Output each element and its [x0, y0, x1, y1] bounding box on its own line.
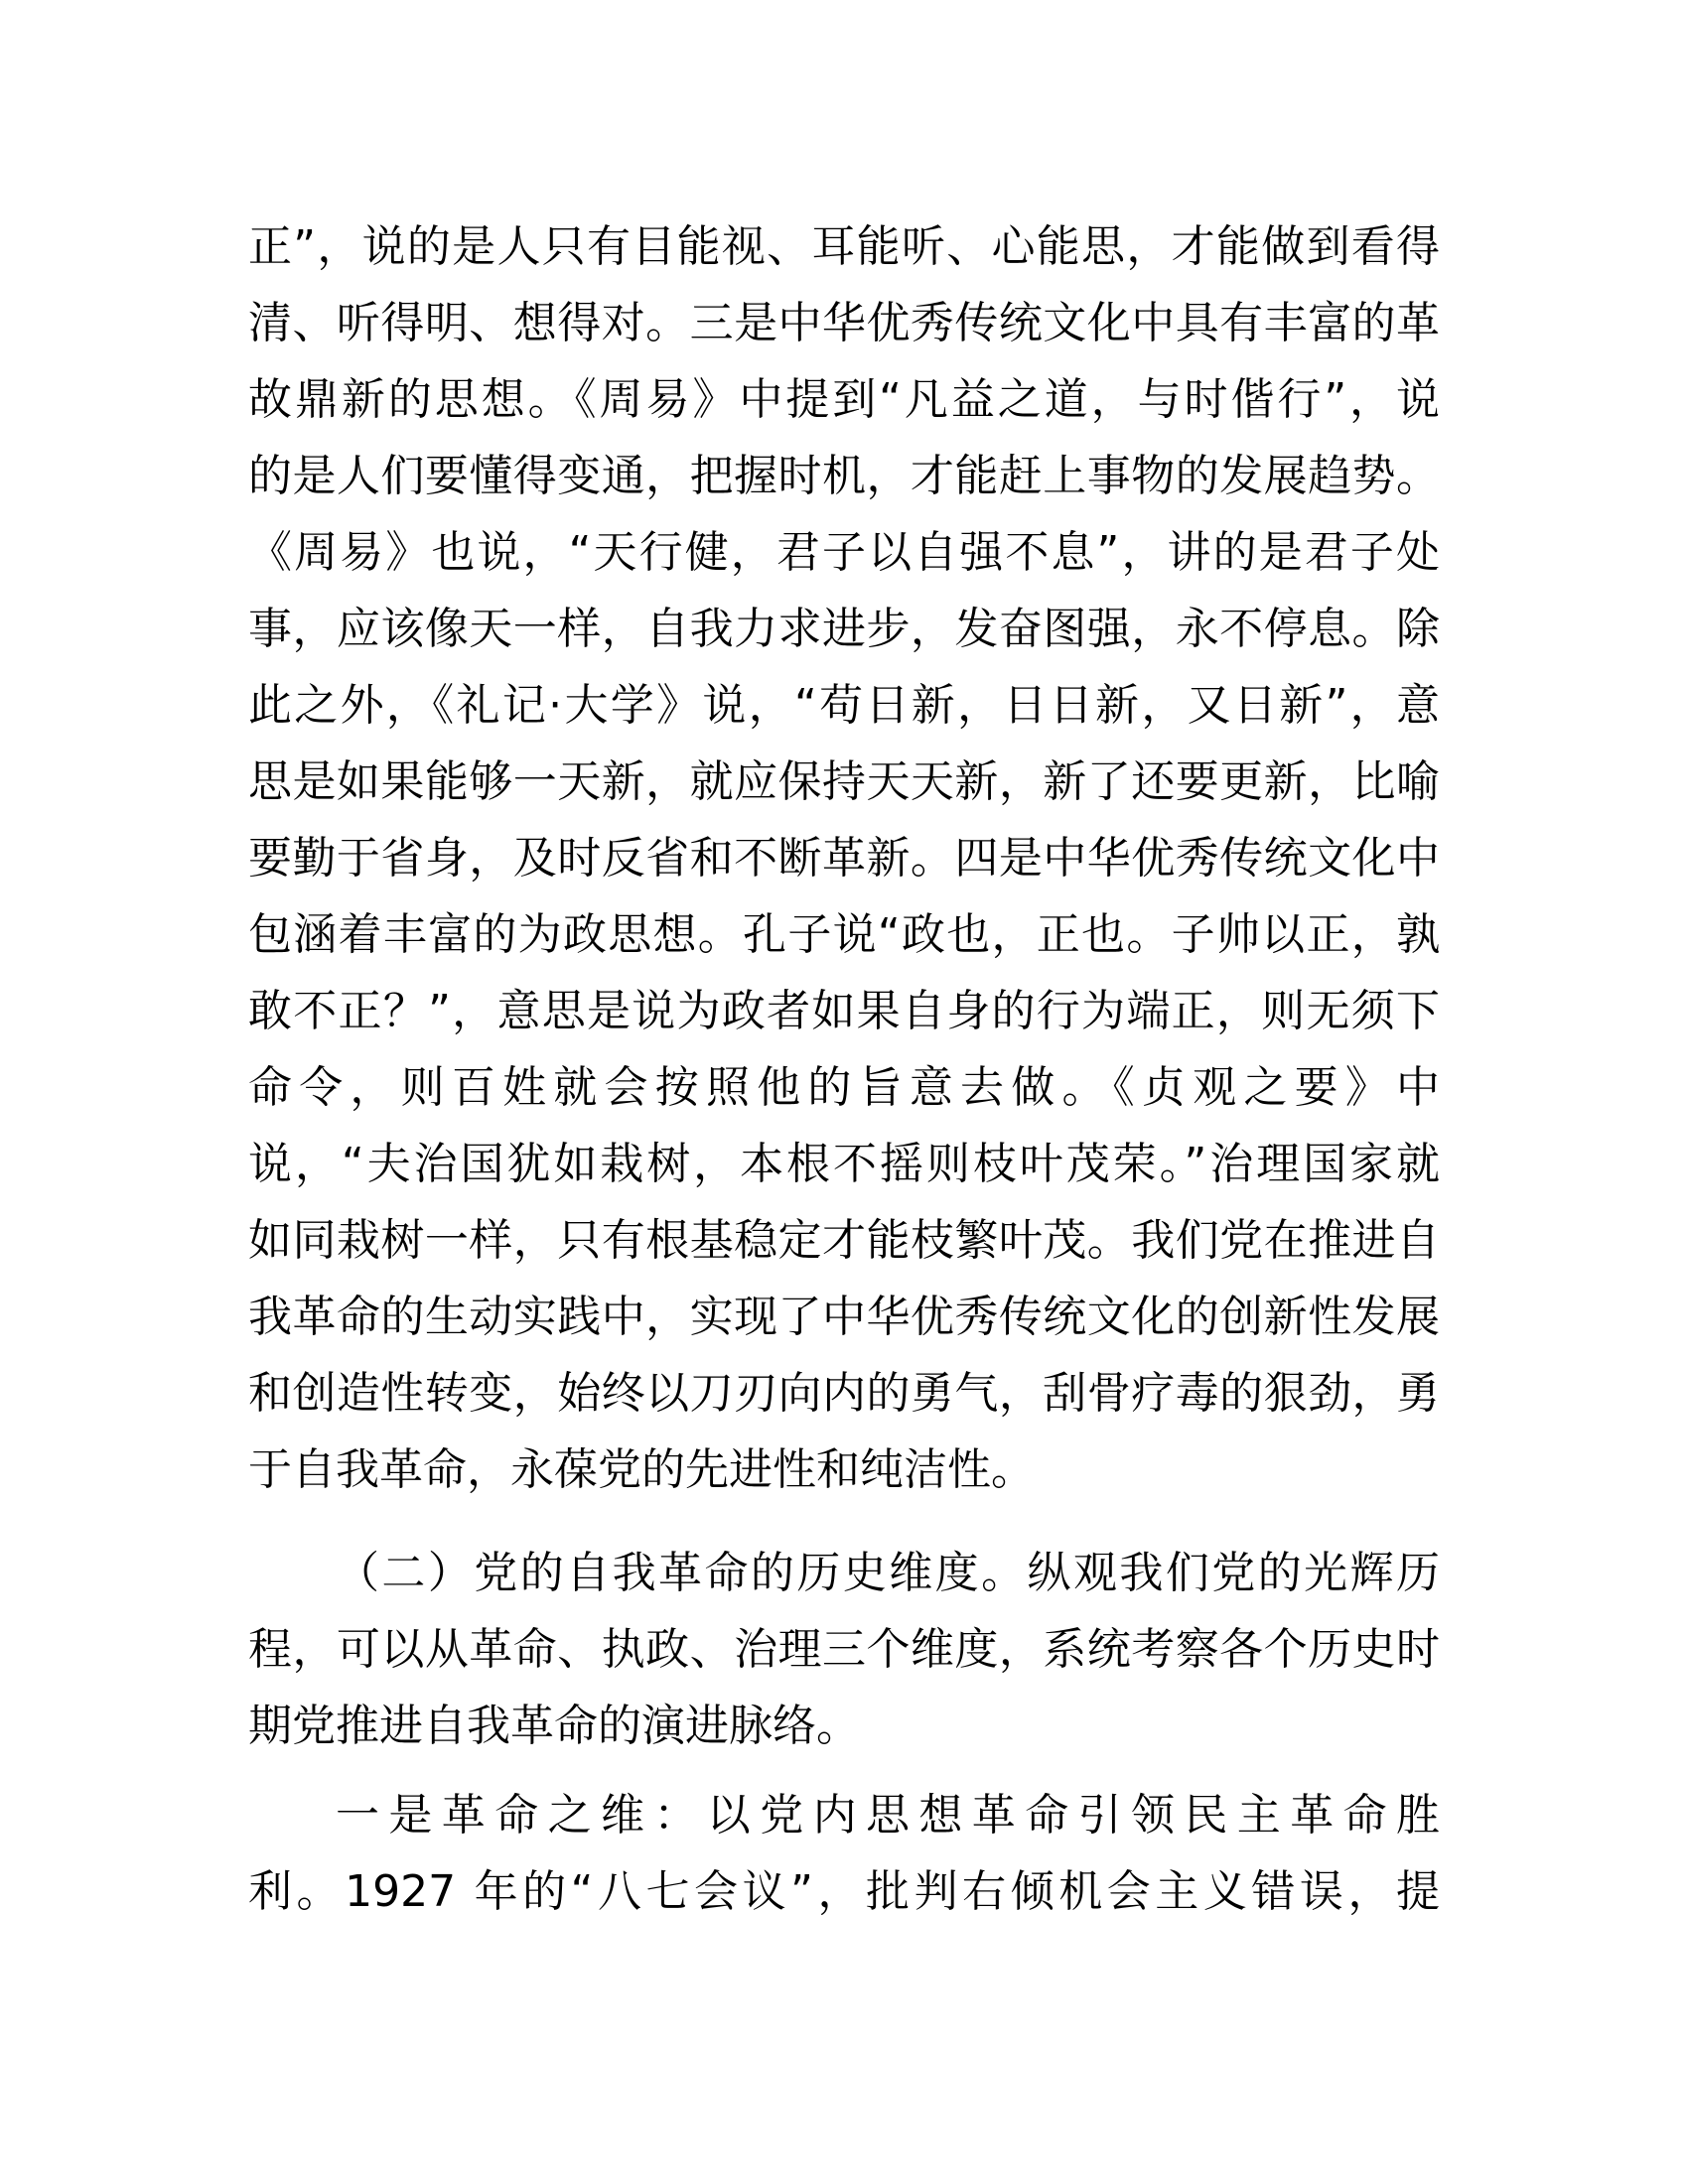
text-line: 清、听得明、想得对。三是中华优秀传统文化中具有丰富的革 [248, 298, 1440, 348]
text-line: 故鼎新的思想。《周易》中提到“凡益之道，与时偕行”，说 [248, 374, 1440, 425]
text-line: 我革命的生动实践中，实现了中华优秀传统文化的创新性发展 [248, 1292, 1440, 1342]
text-line: 于自我革命，永葆党的先进性和纯洁性。 [248, 1444, 1035, 1495]
text-line: 的是人们要懂得变通，把握时机，才能赶上事物的发展趋势。 [248, 451, 1440, 501]
text-line: 敢不正？”，意思是说为政者如果自身的行为端正，则无须下 [248, 986, 1440, 1036]
text-line: 要勤于省身，及时反省和不断革新。四是中华优秀传统文化中 [248, 833, 1440, 884]
paragraph-traditional-culture [248, 208, 1440, 1508]
text-line: 期党推进自我革命的演进脉络。 [248, 1701, 860, 1751]
text-line: 正”，说的是人只有目能视、耳能听、心能思，才能做到看得 [248, 221, 1440, 272]
section-heading-line: （二）党的自我革命的历史维度。纵观我们党的光辉历 [336, 1548, 1440, 1598]
text-line: 思是如果能够一天新，就应保持天天新，新了还要更新，比喻 [248, 756, 1440, 807]
text-line: 如同栽树一样，只有根基稳定才能枝繁叶茂。我们党在推进自 [248, 1215, 1440, 1266]
text-line: 利。1927 年的“八七会议”，批判右倾机会主义错误，提 [248, 1866, 1440, 1917]
text-line: 说，“夫治国犹如栽树，本根不摇则枝叶茂荣。”治理国家就 [248, 1139, 1440, 1189]
text-line: 一是革命之维：以党内思想革命引领民主革命胜 [336, 1790, 1440, 1841]
text-line: 命令，则百姓就会按照他的旨意去做。《贞观之要》中 [248, 1062, 1440, 1113]
text-line: 程，可以从革命、执政、治理三个维度，系统考察各个历史时 [248, 1624, 1440, 1675]
text-line: 事，应该像天一样，自我力求进步，发奋图强，永不停息。除 [248, 604, 1440, 654]
text-line: 《周易》也说，“天行健，君子以自强不息”，讲的是君子处 [248, 527, 1440, 578]
paragraph-revolution-dimension [248, 1777, 1440, 1930]
paragraph-historical-dimension [248, 1535, 1440, 1764]
text-line: 此之外，《礼记·大学》说，“苟日新，日日新，又日新”，意 [248, 680, 1440, 731]
text-line: 和创造性转变，始终以刀刃向内的勇气，刮骨疗毒的狠劲，勇 [248, 1368, 1440, 1419]
text-line: 包涵着丰富的为政思想。孔子说“政也，正也。子帅以正，孰 [248, 909, 1440, 960]
